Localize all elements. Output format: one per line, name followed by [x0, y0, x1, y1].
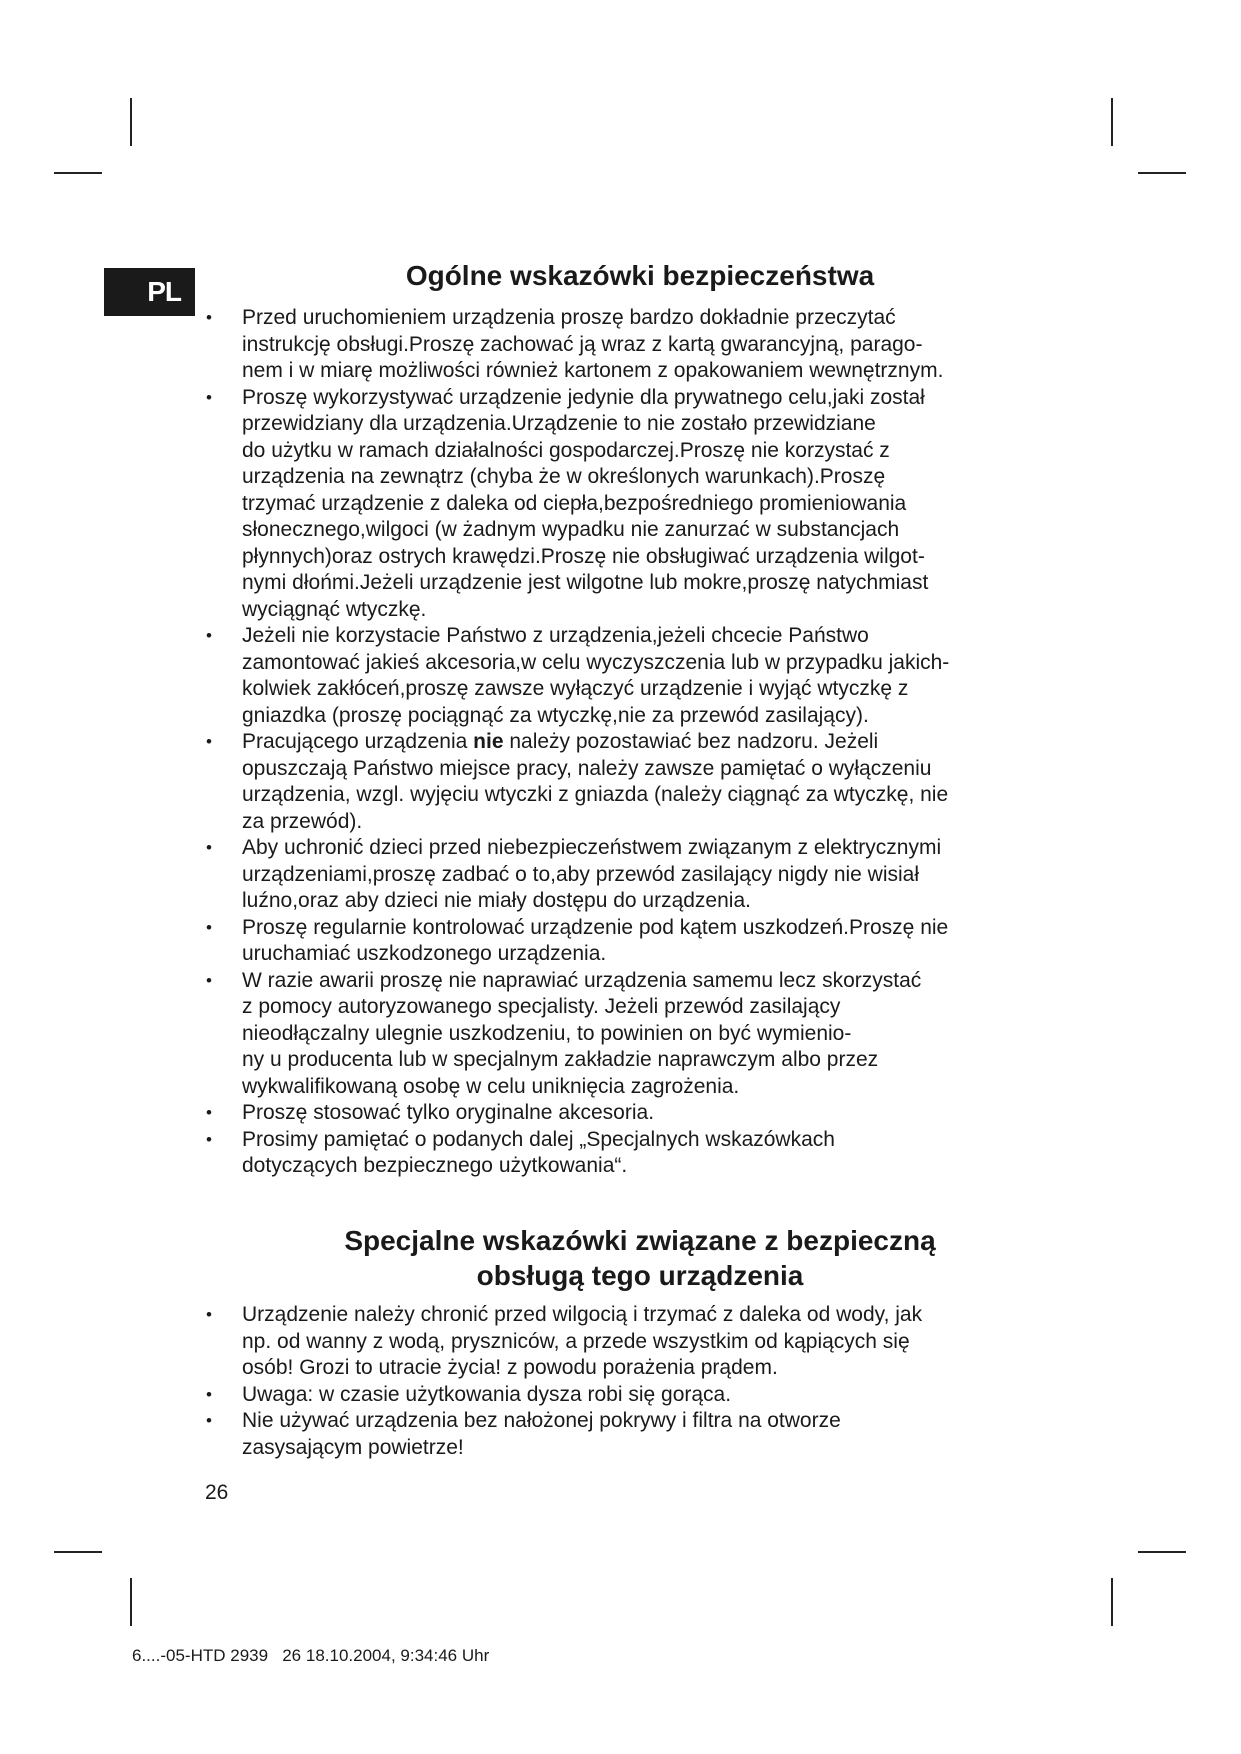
item-text: należy pozostawiać bez nadzoru. Jeżeli opuszczają Państwo miejsce pracy, należy zawsze pamiętać o wyłączeniu urządzenia, wzgl. wyjęciu wtyczki z gniazda (należy ciągnąć za wtyczkę, nie za przewód). — [242, 730, 949, 833]
list-item: • Proszę stosować tylko oryginalne akcesoria. — [204, 1100, 1084, 1127]
item-text: Pracującego urządzenia — [242, 730, 474, 753]
print-footer: 6....-05-HTD 2939 26 18.10.2004, 9:34:46 Uhr — [132, 1646, 490, 1665]
list-item: • Proszę wykorzystywać urządzenie jedynie dla prywatnego celu,jaki został przewidziany dla urządzenia.Urządzenie to nie zostało przewidziane do użytku w ramach działalności gospodarczej.Proszę nie korzystać z urządzenia na zewnątrz (chyba że w określonych warunkach).Proszę trzymać urządzenie z daleka od ciepła,bezpośredniego promieniowania słonecznego,wilgoci (w żadnym wypadku nie zanurzać w substancjach płynnych)oraz ostrych krawędzi.Proszę nie obsługiwać urządzenia wilgot- nymi dłońmi.Jeżeli urządzenie jest wilgotne lub mokre,proszę natychmiast wyciągnąć wtyczkę. — [204, 385, 1084, 624]
crop-mark — [54, 172, 102, 174]
section-title-special-safety-line2: obsługą tego urządzenia — [476, 1260, 804, 1291]
list-item: • W razie awarii proszę nie naprawiać urządzenia samemu lecz skorzystać z pomocy autoryzowanego specjalisty. Jeżeli przewód zasilający nieodłączalny ulegnie uszkodzeniu, to powinien on być wymienio- ny u producenta lub w specjalnym zakładzie naprawczym albo przez wykwalifikowaną osobę w celu uniknięcia zagrożenia. — [204, 968, 1084, 1101]
page-number: 26 — [205, 1481, 229, 1504]
list-item: • Proszę regularnie kontrolować urządzenie pod kątem uszkodzeń.Proszę nie uruchamiać uszkodzonego urządzenia. — [204, 915, 1084, 968]
list-item: • Nie używać urządzenia bez nałożonej pokrywy i filtra na otworze zasysającym powietrze! — [204, 1408, 1084, 1461]
list-item: • Urządzenie należy chronić przed wilgocią i trzymać z daleka od wody, jak np. od wanny z wodą, pryszniców, a przede wszystkim od kąpiących się osób! Grozi to utracie życia! z powodu porażenia prądem. — [204, 1302, 1084, 1382]
section-title-special-safety-line1: Specjalne wskazówki związane z bezpieczną — [344, 1225, 936, 1256]
general-safety-list — [204, 305, 1084, 1180]
list-item: • Jeżeli nie korzystacie Państwo z urządzenia,jeżeli chcecie Państwo zamontować jakieś akcesoria,w celu wyczyszczenia lub w przypadku jakich- kolwiek zakłóceń,proszę zawsze wyłączyć urządzenie i wyjąć wtyczkę z gniazdka (proszę pociągnąć za wtyczkę,nie za przewód zasilający). — [204, 623, 1084, 729]
list-item: • Prosimy pamiętać o podanych dalej „Specjalnych wskazówkach dotyczących bezpiecznego użytkowania“. — [204, 1127, 1084, 1180]
list-item: • Przed uruchomieniem urządzenia proszę bardzo dokładnie przeczytać instrukcję obsługi.Proszę zachować ją wraz z kartą gwarancyjną, parago- nem i w miarę możliwości również kartonem z opakowaniem wewnętrznym. — [204, 305, 1084, 385]
crop-mark — [54, 1551, 102, 1553]
language-tab: PL — [104, 268, 195, 316]
list-item — [204, 729, 1084, 835]
list-item: • Aby uchronić dzieci przed niebezpieczeństwem związanym z elektrycznymi urządzeniami,proszę zadbać o to,aby przewód zasilający nigdy nie wisiał luźno,oraz aby dzieci nie miały dostępu do urządzenia. — [204, 835, 1084, 915]
section-title-general-safety: Ogólne wskazówki bezpieczeństwa — [405, 260, 875, 291]
crop-mark — [130, 98, 132, 146]
item-bold-text: nie — [473, 730, 504, 753]
crop-mark — [1111, 98, 1113, 146]
crop-mark — [1111, 1578, 1113, 1626]
crop-mark — [1138, 1551, 1186, 1553]
crop-mark — [130, 1578, 132, 1626]
list-item: • Uwaga: w czasie użytkowania dysza robi się gorąca. — [204, 1382, 1084, 1409]
crop-mark — [1138, 172, 1186, 174]
special-safety-list — [204, 1302, 1084, 1461]
